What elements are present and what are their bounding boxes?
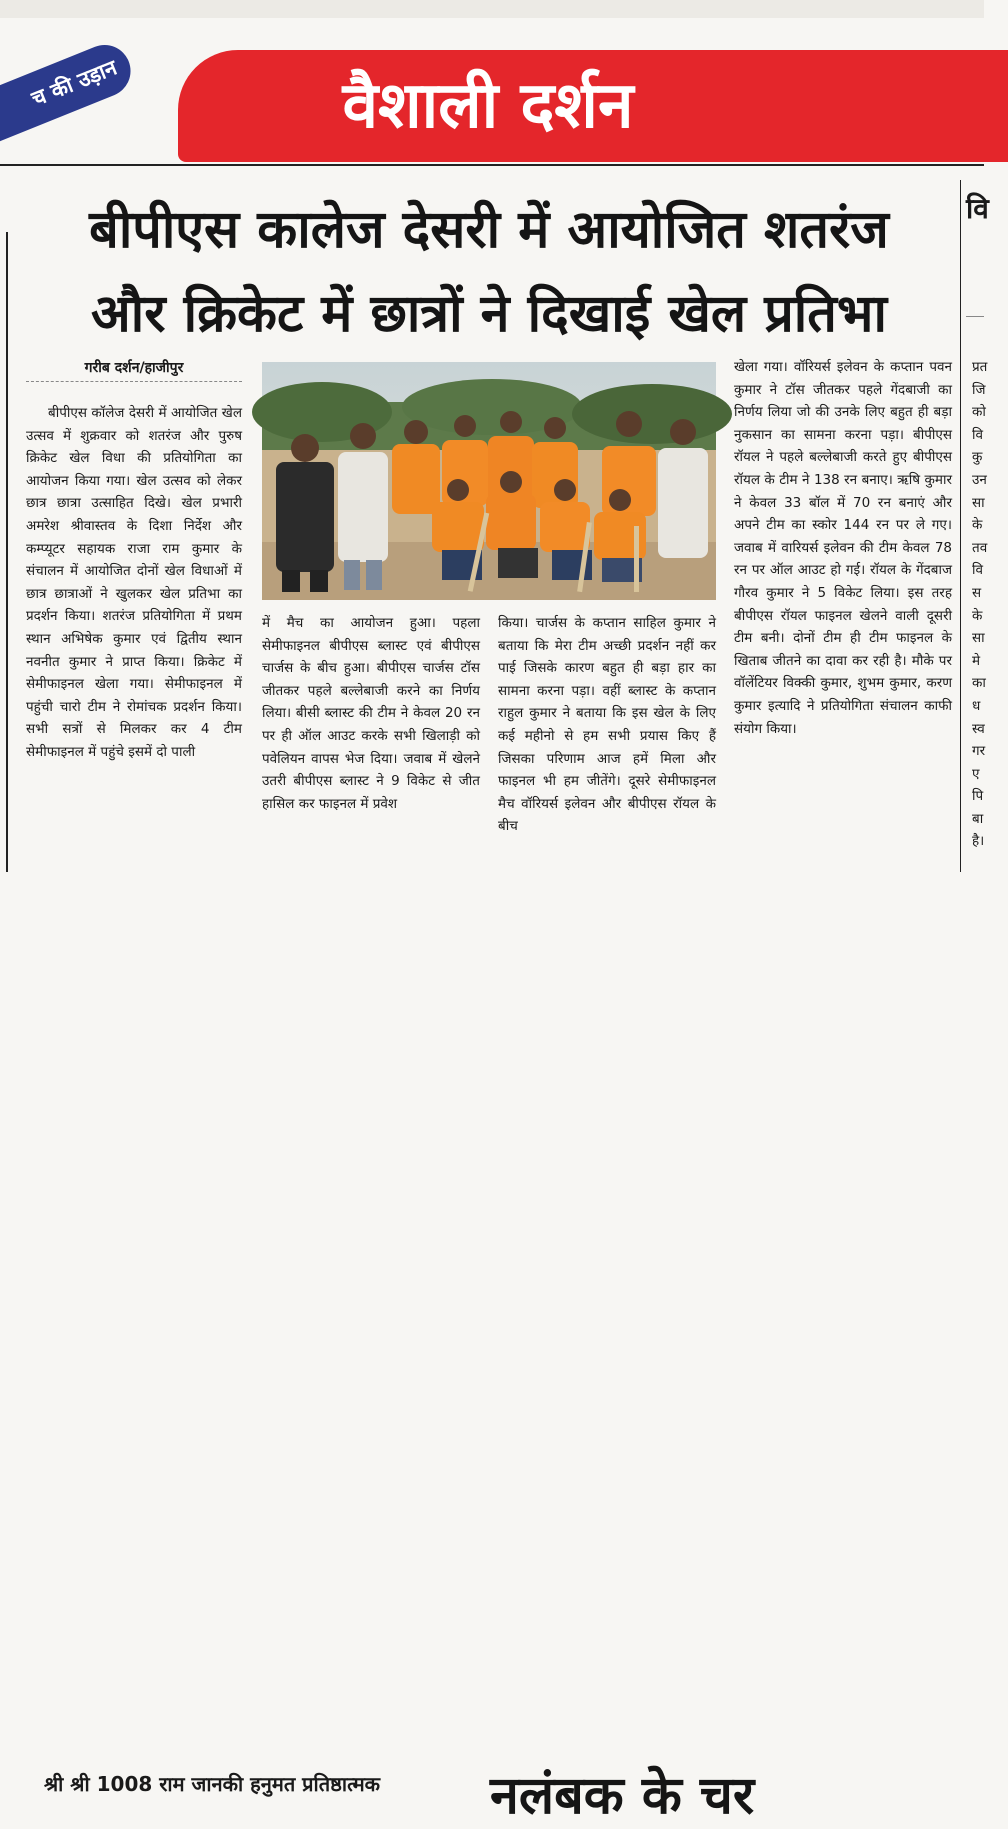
article-column-2 bbox=[262, 612, 480, 815]
adjacent-rule bbox=[966, 316, 984, 317]
adjacent-line: मे bbox=[972, 652, 981, 669]
adjacent-article-column bbox=[972, 356, 988, 853]
right-column-rule bbox=[960, 180, 961, 872]
headline-line-1: बीपीएस कालेज देसरी में आयोजित शतरंज bbox=[89, 200, 889, 260]
column-1-text: बीपीएस कॉलेज देसरी में आयोजित खेल उत्सव में शुक्रवार को शतरंज और पुरुष क्रिकेट खेल विधा की प्रतियोगिता का आयोजन किया गया। खेल उत्सव को लेकर छात्र छात्रा उत्साहित दिखे। खेल प्रभारी अमरेश श्रीवास्तव के दिशा निर्देश और कम्प्यूटर सहायक राजा राम कुमार के संचालन में आयोजित दोनों खेल विधाओं में छात्र छात्राओं ने खुलकर खेल प्रतिभा का प्रदर्शन किया। शतरंज प्रतियोगिता में प्रथम स्थान अभिषेक कुमार एवं द्वितीय स्थान नवनीत कुमार ने प्राप्त किया। क्रिकेट में सेमीफाइनल खेला गया। सेमीफाइनल में पहुंची चारो टीम ने रोमांचक प्रदर्शन किया। सभी सत्रों से मिलकर कर 4 टीम सेमीफाइनल में पहुंचे इसमें दो पाली bbox=[26, 405, 242, 760]
masthead-rule bbox=[0, 164, 984, 166]
adjacent-article-head: वि bbox=[966, 192, 989, 225]
page-top-strip bbox=[0, 0, 984, 18]
left-column-rule bbox=[6, 232, 8, 872]
adjacent-line: सा bbox=[972, 494, 985, 511]
byline: गरीब दर्शन/हाजीपुर bbox=[26, 358, 242, 382]
slogan-text: च की उड़ान bbox=[28, 55, 121, 112]
adjacent-line: सा bbox=[972, 630, 985, 647]
adjacent-line: वि bbox=[972, 426, 984, 443]
adjacent-line: ध bbox=[972, 697, 981, 714]
adjacent-line: के bbox=[972, 607, 983, 624]
adjacent-line: वि bbox=[972, 562, 984, 579]
adjacent-line: ए bbox=[972, 765, 980, 782]
adjacent-line: का bbox=[972, 675, 986, 692]
adjacent-line: स्व bbox=[972, 720, 985, 737]
adjacent-line: पि bbox=[972, 788, 984, 805]
article-column-1 bbox=[26, 402, 242, 764]
column-3-text: किया। चार्जस के कप्तान साहिल कुमार ने बताया कि मेरा टीम अच्छी प्रदर्शन नहीं कर पाई जिसके कारण बहुत ही बड़ा हार का सामना करना पड़ा। वहीं ब्लास्ट के कप्तान राहुल कुमार ने बताया कि इस खेल के लिए कई महीनो से हम सभी प्रयास किए हैं जिसका परिणाम आज हमें मिला और फाइनल भी हम जीतेंगे। दूसरे सेमीफाइनल मैच वॉरियर्स इलेवन और बीपीएस रॉयल के बीच bbox=[498, 615, 716, 835]
adjacent-line: को bbox=[972, 404, 986, 421]
next-article-headline: श्री श्री 1008 राम जानकी हनुमत प्रतिष्ठात्मक bbox=[44, 1772, 381, 1796]
adjacent-line: के bbox=[972, 517, 983, 534]
adjacent-line: गर bbox=[972, 743, 986, 760]
column-2-text: में मैच का आयोजन हुआ। पहला सेमीफाइनल बीपीएस ब्लास्ट एवं बीपीएस चार्जस के बीच हुआ। बीपीएस चार्जस टॉस जीतकर पहले बल्लेबाजी करने का निर्णय लिया। बीसी ब्लास्ट की टीम ने केवल 20 रन पर ही ऑल आउट करके सभी खिलाड़ी को पवेलियन वापस भेज दिया। जवाब में खेलने उतरी बीपीएस ब्लास्ट ने 9 विकेट से जीत हासिल कर फाइनल में प्रवेश bbox=[262, 615, 480, 812]
masthead-banner bbox=[178, 50, 1008, 162]
headline-line-2: और क्रिकेट में छात्रों ने दिखाई खेल प्रतिभा bbox=[91, 284, 887, 344]
slogan-badge bbox=[0, 37, 138, 151]
adjacent-line: है। bbox=[972, 833, 985, 850]
next-article-strip bbox=[0, 884, 984, 1826]
adjacent-line: जि bbox=[972, 381, 986, 398]
column-4-text: खेला गया। वॉरियर्स इलेवन के कप्तान पवन कुमार ने टॉस जीतकर पहले गेंदबाजी का निर्णय लिया जो की उनके लिए बहुत ही बड़ा नुकसान का सामना करना पड़ा। बीपीएस रॉयल ने पहले बल्लेबाजी करते हुए बीपीएस रॉयल के टीम ने 138 रन बनाए। ऋषि कुमार ने केवल 33 बॉल में 70 रन बनाएं और अपने टीम का स्कोर 144 रन पर ले गए। जवाब में वारियर्स इलेवन की टीम केवल 78 रन पर ऑल आउट हो गई। रॉयल के गेंदबाज गौरव कुमार ने 5 विकेट लिया। इस तरह बीपीएस रॉयल फाइनल खेलने वाली दूसरी टीम बनी। दोनों टीम ही टीम फाइनल के खिताब जीतने का दावा कर रही है। मौके पर वॉलेंटियर विक्की कुमार, शुभम कुमार, करण कुमार इत्यादि ने प्रतियोगिता संचालन काफी संयोग किया। bbox=[734, 359, 952, 737]
adjacent-line: कु bbox=[972, 449, 983, 466]
adjacent-line: प्रत bbox=[972, 359, 988, 375]
article-column-4 bbox=[734, 356, 952, 740]
adjacent-line: बा bbox=[972, 810, 984, 827]
adjacent-line: उन bbox=[972, 471, 987, 488]
next-article-big-headline: नलंबक के चर bbox=[490, 1766, 755, 1826]
adjacent-line: स bbox=[972, 584, 982, 601]
adjacent-line: तव bbox=[972, 539, 988, 556]
masthead-title: वैशाली दर्शन bbox=[342, 69, 634, 143]
article-headline bbox=[24, 188, 954, 356]
team-photo bbox=[262, 362, 716, 600]
article-column-3 bbox=[498, 612, 716, 838]
